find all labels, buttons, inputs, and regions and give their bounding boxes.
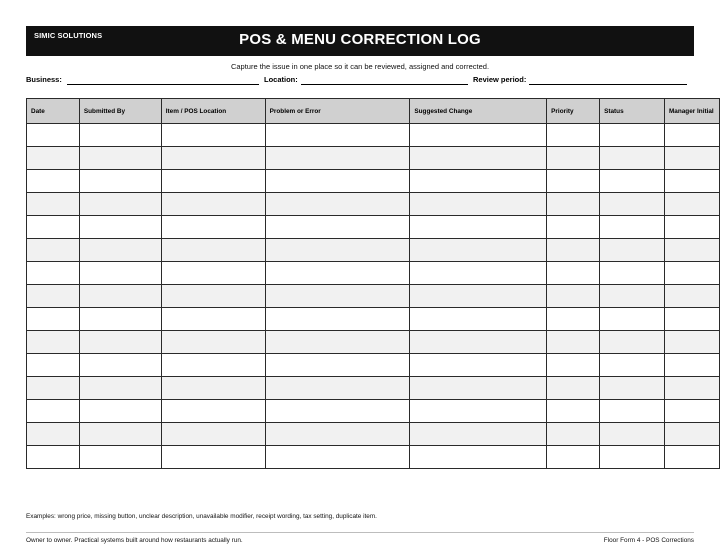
table-cell[interactable] — [79, 216, 161, 239]
table-cell[interactable] — [27, 423, 80, 446]
table-cell[interactable] — [161, 239, 265, 262]
table-cell[interactable] — [410, 446, 547, 469]
table-cell[interactable] — [600, 193, 665, 216]
table-cell[interactable] — [410, 193, 547, 216]
table-cell[interactable] — [547, 216, 600, 239]
column-header-status: Status — [600, 99, 665, 124]
table-cell[interactable] — [410, 423, 547, 446]
table-cell[interactable] — [79, 446, 161, 469]
location-label: Location: — [264, 75, 298, 84]
table-cell[interactable] — [664, 262, 719, 285]
table-cell[interactable] — [265, 423, 410, 446]
table-cell[interactable] — [79, 400, 161, 423]
table-cell[interactable] — [79, 354, 161, 377]
table-cell[interactable] — [79, 193, 161, 216]
table-cell[interactable] — [79, 423, 161, 446]
table-cell[interactable] — [410, 354, 547, 377]
table-cell[interactable] — [600, 285, 665, 308]
table-cell[interactable] — [600, 423, 665, 446]
table-cell[interactable] — [161, 124, 265, 147]
examples-note: Examples: wrong price, missing button, unclear description, unavailable modifier, receipt wording, tax setting, duplicate item. — [26, 513, 377, 520]
table-cell[interactable] — [161, 377, 265, 400]
table-row — [27, 285, 720, 308]
table-cell[interactable] — [161, 400, 265, 423]
table-cell[interactable] — [600, 400, 665, 423]
table-cell[interactable] — [410, 308, 547, 331]
table-cell[interactable] — [79, 285, 161, 308]
table-cell[interactable] — [547, 308, 600, 331]
table-cell[interactable] — [27, 377, 80, 400]
table-cell[interactable] — [547, 400, 600, 423]
table-cell[interactable] — [664, 308, 719, 331]
table-row — [27, 377, 720, 400]
table-cell[interactable] — [664, 354, 719, 377]
table-cell[interactable] — [547, 170, 600, 193]
table-cell[interactable] — [27, 193, 80, 216]
table-cell[interactable] — [27, 400, 80, 423]
table-cell[interactable] — [547, 446, 600, 469]
table-cell[interactable] — [410, 285, 547, 308]
table-row — [27, 124, 720, 147]
table-cell[interactable] — [664, 170, 719, 193]
table-cell[interactable] — [664, 331, 719, 354]
column-header-item-pos-location: Item / POS Location — [161, 99, 265, 124]
table-cell[interactable] — [27, 331, 80, 354]
table-cell[interactable] — [600, 216, 665, 239]
table-cell[interactable] — [161, 216, 265, 239]
table-cell[interactable] — [161, 308, 265, 331]
table-cell[interactable] — [79, 239, 161, 262]
table-cell[interactable] — [27, 239, 80, 262]
table-cell[interactable] — [79, 262, 161, 285]
table-cell[interactable] — [410, 400, 547, 423]
table-cell[interactable] — [265, 308, 410, 331]
table-cell[interactable] — [600, 124, 665, 147]
table-row — [27, 446, 720, 469]
table-cell[interactable] — [547, 377, 600, 400]
table-cell[interactable] — [161, 147, 265, 170]
table-cell[interactable] — [547, 147, 600, 170]
table-cell[interactable] — [27, 446, 80, 469]
table-cell[interactable] — [265, 193, 410, 216]
table-cell[interactable] — [79, 331, 161, 354]
table-row — [27, 354, 720, 377]
table-cell[interactable] — [600, 239, 665, 262]
table-cell[interactable] — [664, 124, 719, 147]
business-field-line[interactable] — [67, 84, 259, 85]
table-cell[interactable] — [600, 308, 665, 331]
table-row — [27, 147, 720, 170]
table-cell[interactable] — [600, 446, 665, 469]
table-cell[interactable] — [410, 216, 547, 239]
table-cell[interactable] — [410, 170, 547, 193]
table-row — [27, 423, 720, 446]
table-cell[interactable] — [664, 400, 719, 423]
table-cell[interactable] — [547, 124, 600, 147]
table-cell[interactable] — [410, 147, 547, 170]
table-cell[interactable] — [664, 147, 719, 170]
table-cell[interactable] — [27, 124, 80, 147]
footer-divider — [26, 532, 694, 533]
table-header-row — [27, 99, 720, 124]
table-cell[interactable] — [161, 446, 265, 469]
column-header-manager-initial: Manager Initial — [664, 99, 719, 124]
table-cell[interactable] — [265, 147, 410, 170]
column-header-priority: Priority — [547, 99, 600, 124]
table-row — [27, 170, 720, 193]
table-cell[interactable] — [27, 147, 80, 170]
table-cell[interactable] — [161, 262, 265, 285]
table-cell[interactable] — [664, 285, 719, 308]
table-cell[interactable] — [410, 239, 547, 262]
business-label: Business: — [26, 75, 62, 84]
table-cell[interactable] — [664, 446, 719, 469]
table-cell[interactable] — [410, 331, 547, 354]
column-header-submitted-by: Submitted By — [79, 99, 161, 124]
column-header-date: Date — [27, 99, 80, 124]
table-cell[interactable] — [664, 377, 719, 400]
table-cell[interactable] — [265, 354, 410, 377]
table-cell[interactable] — [161, 193, 265, 216]
table-cell[interactable] — [547, 193, 600, 216]
table-cell[interactable] — [547, 285, 600, 308]
table-cell[interactable] — [161, 170, 265, 193]
review-period-field-line[interactable] — [529, 84, 687, 85]
table-cell[interactable] — [410, 377, 547, 400]
table-cell[interactable] — [265, 124, 410, 147]
table-cell[interactable] — [79, 308, 161, 331]
table-cell[interactable] — [161, 354, 265, 377]
table-row — [27, 193, 720, 216]
table-cell[interactable] — [547, 423, 600, 446]
table-row — [27, 331, 720, 354]
page-title: POS & MENU CORRECTION LOG — [239, 31, 481, 48]
table-cell[interactable] — [547, 354, 600, 377]
table-cell[interactable] — [265, 216, 410, 239]
table-cell[interactable] — [265, 377, 410, 400]
table-cell[interactable] — [600, 170, 665, 193]
page-subtitle: Capture the issue in one place so it can be reviewed, assigned and corrected. — [230, 62, 490, 71]
column-header-suggested-change: Suggested Change — [410, 99, 547, 124]
table-cell[interactable] — [664, 216, 719, 239]
table-cell[interactable] — [547, 331, 600, 354]
table-cell[interactable] — [79, 147, 161, 170]
table-cell[interactable] — [265, 446, 410, 469]
footer-tagline: Owner to owner. Practical systems built around how restaurants actually run. — [26, 537, 243, 544]
table-cell[interactable] — [27, 308, 80, 331]
table-cell[interactable] — [265, 285, 410, 308]
table-cell[interactable] — [27, 285, 80, 308]
table-cell[interactable] — [547, 239, 600, 262]
review-period-label: Review period: — [473, 75, 527, 84]
header-bar — [26, 26, 694, 56]
table-cell[interactable] — [27, 216, 80, 239]
column-header-problem: Problem or Error — [265, 99, 410, 124]
table-cell[interactable] — [161, 423, 265, 446]
table-cell[interactable] — [600, 147, 665, 170]
table-cell[interactable] — [27, 170, 80, 193]
table-cell[interactable] — [161, 331, 265, 354]
table-row — [27, 216, 720, 239]
table-cell[interactable] — [410, 262, 547, 285]
table-cell[interactable] — [265, 262, 410, 285]
table-cell[interactable] — [600, 331, 665, 354]
table-cell[interactable] — [664, 239, 719, 262]
table-row — [27, 308, 720, 331]
footer-form-id: Floor Form 4 - POS Corrections — [603, 537, 694, 544]
table-cell[interactable] — [27, 354, 80, 377]
table-cell[interactable] — [547, 262, 600, 285]
table-row — [27, 400, 720, 423]
table-cell[interactable] — [79, 124, 161, 147]
table-cell[interactable] — [265, 239, 410, 262]
table-row — [27, 239, 720, 262]
table-cell[interactable] — [79, 170, 161, 193]
table-cell[interactable] — [265, 170, 410, 193]
table-cell[interactable] — [410, 124, 547, 147]
table-body — [27, 124, 720, 469]
table-cell[interactable] — [600, 262, 665, 285]
table-cell[interactable] — [664, 423, 719, 446]
table-cell[interactable] — [600, 354, 665, 377]
table-cell[interactable] — [265, 400, 410, 423]
table-cell[interactable] — [600, 377, 665, 400]
location-field-line[interactable] — [301, 84, 468, 85]
table-cell[interactable] — [27, 262, 80, 285]
correction-log-table — [26, 98, 720, 469]
table-cell[interactable] — [161, 285, 265, 308]
table-cell[interactable] — [79, 377, 161, 400]
table-cell[interactable] — [664, 193, 719, 216]
table-cell[interactable] — [265, 331, 410, 354]
table-row — [27, 262, 720, 285]
brand-name: SIMIC SOLUTIONS — [34, 31, 103, 40]
